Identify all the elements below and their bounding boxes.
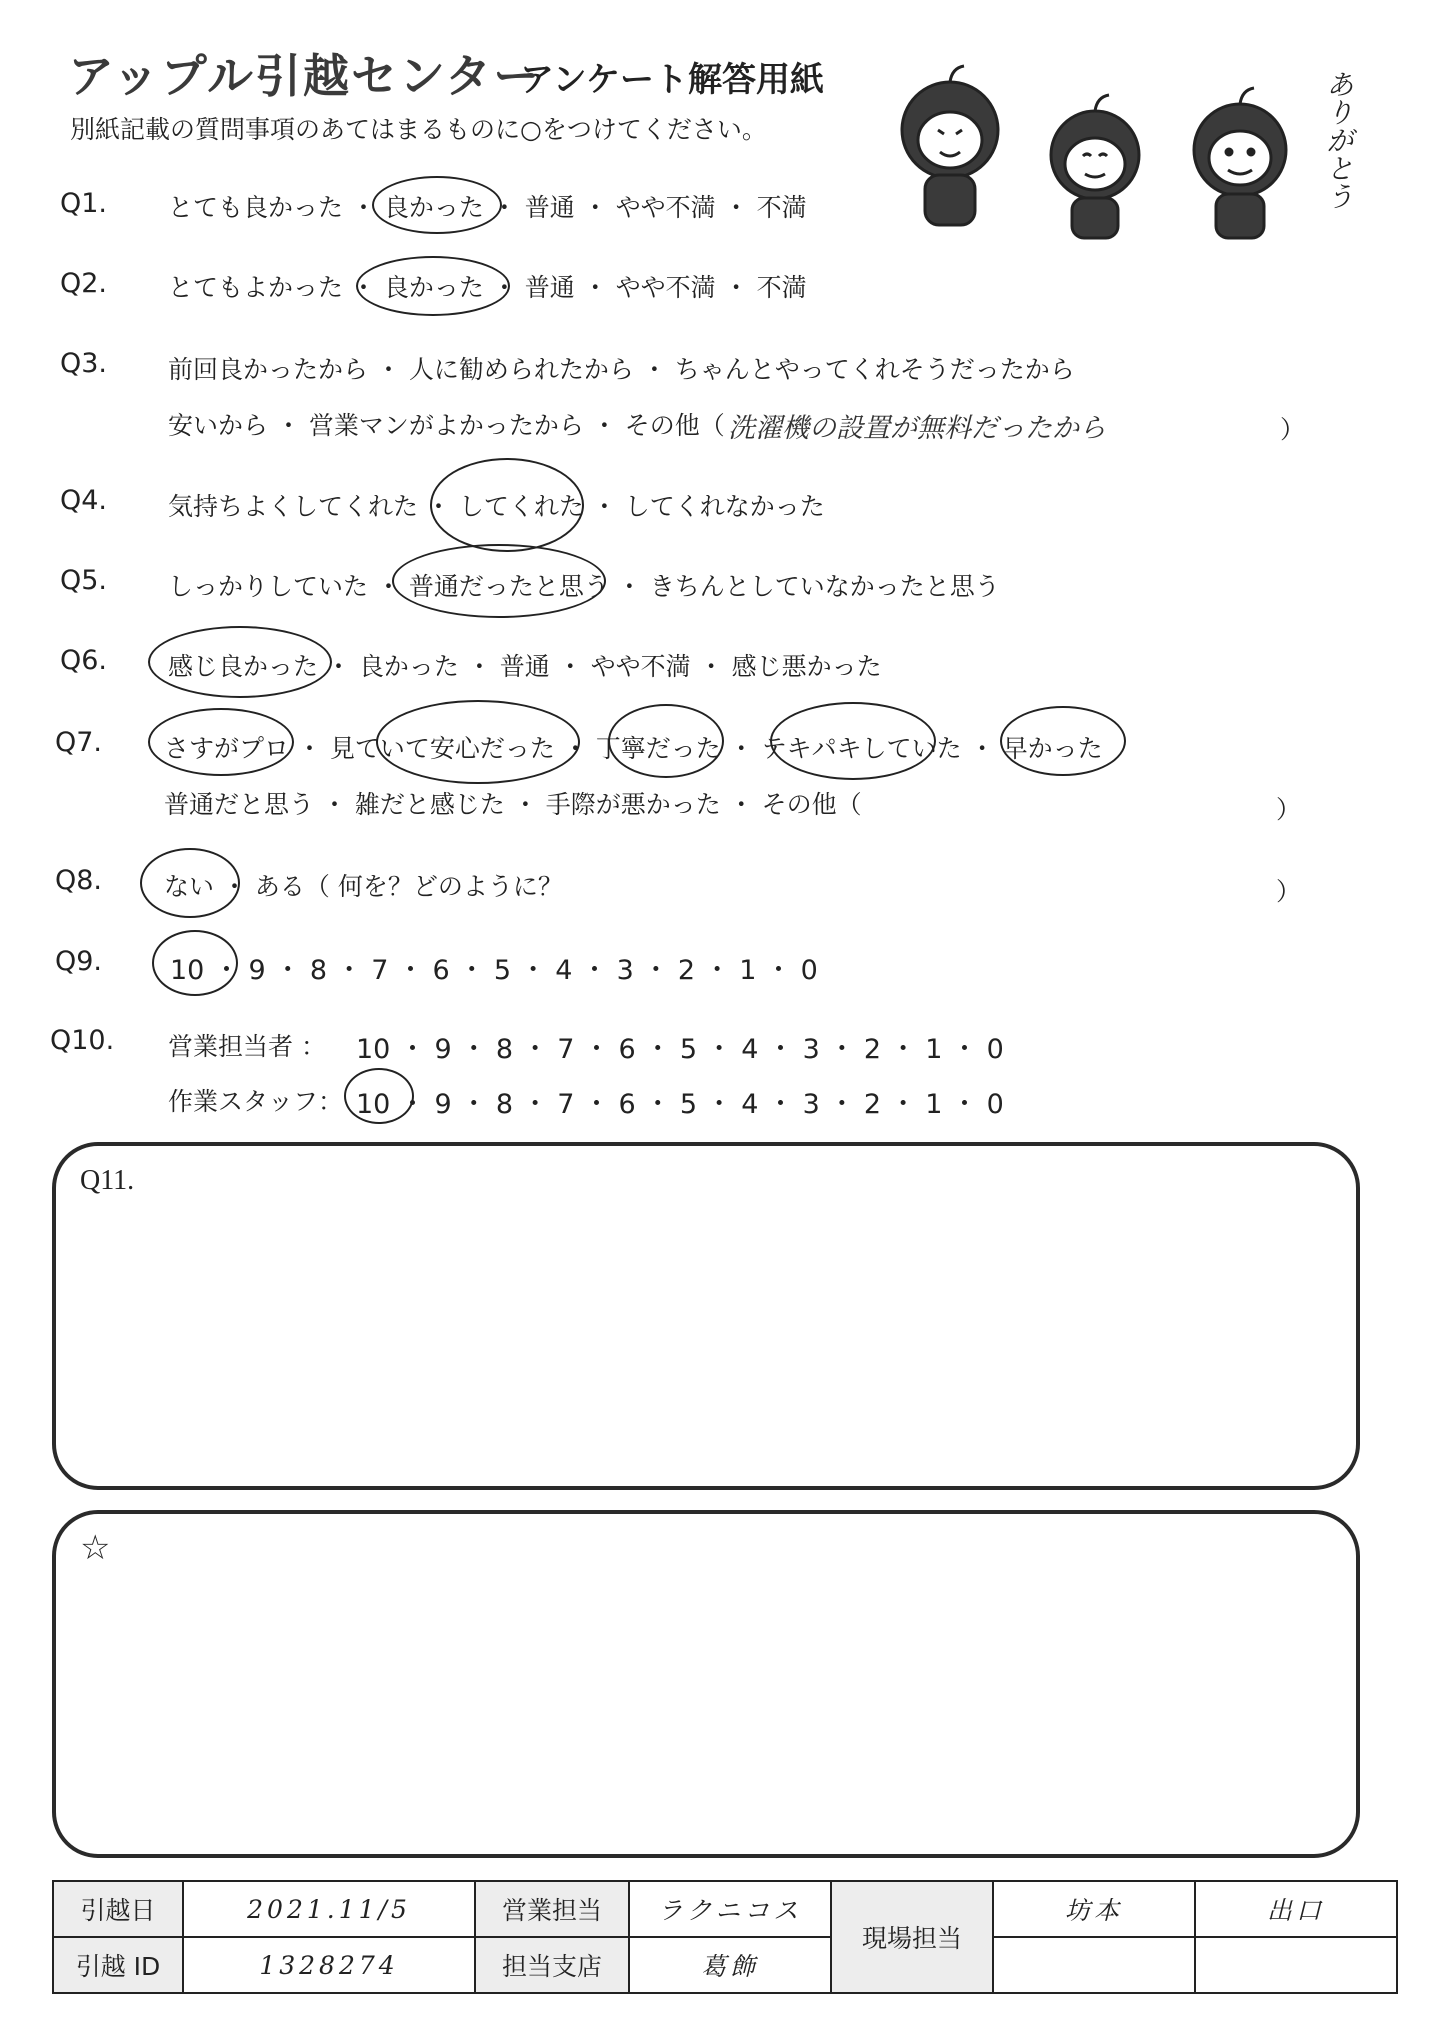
q10-sales-label: 営業担当者 ： <box>168 1032 326 1061</box>
site-staff-label: 現場担当 <box>831 1881 993 1993</box>
branch-value: 葛飾 <box>629 1937 831 1993</box>
sales-rep-label: 営業担当 <box>475 1881 629 1937</box>
move-info-table <box>52 1880 1398 1994</box>
company-title: アップル引越センター <box>68 49 542 103</box>
q4-answer-circle <box>430 458 584 552</box>
q7-options-line1: さすがプロ ・ 見ていて安心だった ・ 丁寧だった ・ テキパキしていた ・ 早かった <box>164 734 1103 763</box>
q5-label: Q5. <box>60 565 108 596</box>
site-staff-1: 坊本 <box>993 1881 1195 1937</box>
star-label: ☆ <box>80 1530 111 1567</box>
monkey-icon-left <box>902 66 998 225</box>
q6-answer-circle <box>148 626 332 698</box>
q10-sales-scale: 10 ・ 9 ・ 8 ・ 7 ・ 6 ・ 5 ・ 4 ・ 3 ・ 2 ・ 1 ・ 0 <box>356 1034 1004 1065</box>
instructions-text: 別紙記載の質問事項のあてはまるものに○をつけてください。 <box>70 115 767 144</box>
q3-handwritten-answer: 洗濯機の設置が無料だったから <box>728 413 1106 444</box>
q4-options: 気持ちよくしてくれた ・ してくれた ・ してくれなかった <box>168 492 825 521</box>
q7-label: Q7. <box>55 727 103 758</box>
q6-options: 感じ良かった ・ 良かった ・ 普通 ・ やや不満 ・ 感じ悪かった <box>168 652 882 681</box>
q3-options-line1: 前回良かったから ・ 人に勧められたから ・ ちゃんとやってくれそうだったから <box>168 355 1075 384</box>
star-comment-box <box>52 1510 1360 1858</box>
q10-staff-label: 作業スタッフ： <box>168 1087 344 1116</box>
q8-answer-circle <box>140 848 240 918</box>
move-id-value: 1328274 <box>183 1937 475 1993</box>
q1-options: とても良かった ・ 良かった ・ 普通 ・ やや不満 ・ 不満 <box>168 193 807 222</box>
site-staff-empty-2 <box>1195 1937 1397 1993</box>
q3-label: Q3. <box>60 348 108 379</box>
q3-close-paren: ） <box>1280 415 1306 444</box>
q7-answer-circle-polite <box>608 704 724 778</box>
q2-label: Q2. <box>60 268 108 299</box>
q11-comment-box <box>52 1142 1360 1490</box>
q10-staff-scale: 10 ・ 9 ・ 8 ・ 7 ・ 6 ・ 5 ・ 4 ・ 3 ・ 2 ・ 1 ・ 0 <box>356 1089 1004 1120</box>
sales-rep-value: ラクニコス <box>629 1881 831 1937</box>
q1-answer-circle <box>372 176 502 234</box>
q5-answer-circle <box>392 544 606 618</box>
q7-answer-circle-safe <box>376 700 580 784</box>
branch-label: 担当支店 <box>475 1937 629 1993</box>
q10-staff-answer-circle <box>344 1068 414 1124</box>
q7-answer-circle-quick <box>770 702 936 780</box>
move-date-label: 引越日 <box>53 1881 183 1937</box>
q8-close-paren: ） <box>1276 877 1302 906</box>
q9-scale: 10 ・ 9 ・ 8 ・ 7 ・ 6 ・ 5 ・ 4 ・ 3 ・ 2 ・ 1 ・ 0 <box>170 955 818 986</box>
q8-label: Q8. <box>55 865 103 896</box>
q7-close-paren: ） <box>1276 795 1302 824</box>
move-date-value: 2021.11/5 <box>183 1881 475 1937</box>
move-id-label: 引越 ID <box>53 1937 183 1993</box>
q2-answer-circle <box>356 256 510 316</box>
q8-options: ない ・ ある（ 何を？どのように？ <box>164 872 563 901</box>
q11-label: Q11. <box>80 1165 135 1196</box>
mascot-caption: ありがとう <box>1322 70 1355 210</box>
mascot-illustration <box>880 60 1360 240</box>
q2-options: とてもよかった ・ 良かった ・ 普通 ・ やや不満 ・ 不満 <box>168 273 807 302</box>
q5-options: しっかりしていた ・ 普通だったと思う ・ きちんとしていなかったと思う <box>168 572 1000 601</box>
monkey-icon-center <box>1051 95 1139 238</box>
q7-options-line2: 普通だと思う ・ 雑だと感じた ・ 手際が悪かった ・ その他（ <box>164 790 862 819</box>
monkey-icon-right <box>1194 88 1286 238</box>
q9-label: Q9. <box>55 946 103 977</box>
q10-label: Q10. <box>50 1025 115 1056</box>
site-staff-2: 出口 <box>1195 1881 1397 1937</box>
q4-label: Q4. <box>60 485 108 516</box>
site-staff-empty-1 <box>993 1937 1195 1993</box>
q3-options-line2: 安いから ・ 営業マンがよかったから ・ その他（ <box>168 411 725 440</box>
q6-label: Q6. <box>60 645 108 676</box>
q7-answer-circle-pro <box>148 708 294 776</box>
q1-label: Q1. <box>60 188 108 219</box>
q7-answer-circle-fast <box>1000 706 1126 776</box>
form-title: アンケート解答用紙 <box>520 60 824 100</box>
q9-answer-circle <box>152 930 238 996</box>
